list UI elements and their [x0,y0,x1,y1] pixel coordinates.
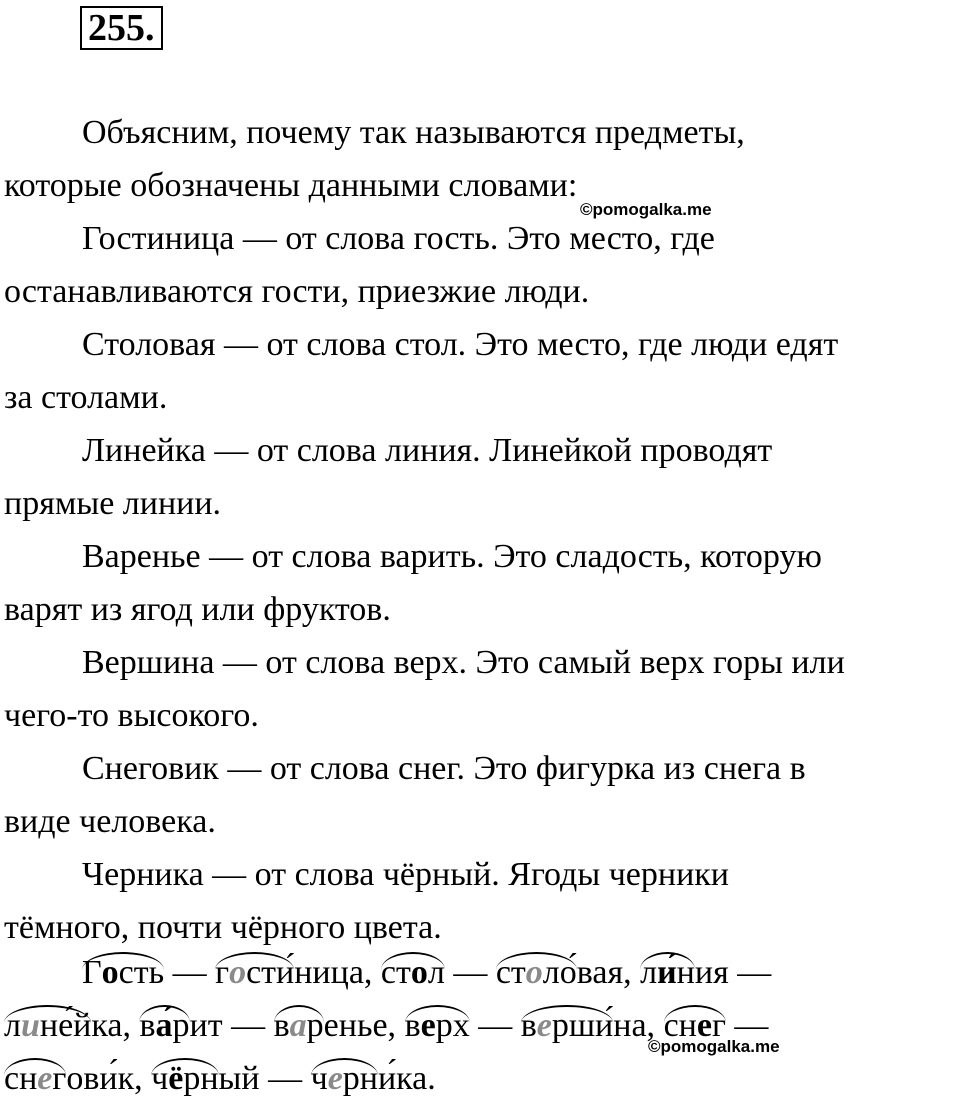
stressed-vowel: и́ [657,954,677,991]
unstressed-vowel: е [536,1007,552,1044]
root-arc [4,1058,66,1097]
unstressed-vowel: е [327,1060,343,1097]
dash: — [725,1007,769,1044]
word-part: ови́к, [66,1060,152,1097]
item-paragraph [4,212,960,265]
root-arc [405,1005,470,1044]
text-line: чего-то высокого. [4,697,259,734]
word-part: и́ка. [377,1060,436,1097]
dash: — [444,954,496,991]
word-part: н [676,954,695,991]
root-arc [496,952,577,991]
word-part: сти́ [246,954,295,991]
word-part: в [520,1007,537,1044]
item-paragraph [4,848,960,901]
item-paragraph [4,318,960,371]
word-part: не́й [39,1007,92,1044]
text-line: за столами. [4,379,168,416]
unstressed-vowel: а [289,1007,307,1044]
text-line: останавливаются гости, приезжие люди. [4,273,590,310]
word-part: ит — [189,1007,274,1044]
item-paragraph [4,530,960,583]
root-arc [82,952,164,991]
root-line [4,999,960,1052]
watermark: ©pomogalka.me [648,1037,780,1056]
root-arc [311,1058,378,1097]
word-part: ый — [218,1060,311,1097]
root-arc [139,1005,189,1044]
text-line: Объясним, почему так называются предметы, [82,114,745,151]
stressed-vowel: о [101,954,119,991]
word-part: сть [118,954,165,991]
word-part: рн [183,1060,219,1097]
word-part: вая, [576,954,641,991]
text-line: Гостиница — от слова гость. Это место, где [82,220,715,257]
root-line [4,1052,960,1105]
unstressed-vowel: о [525,954,543,991]
explanation-text [4,106,960,954]
word-part: рн [342,1060,378,1097]
root-arc [664,1005,726,1044]
root-arc [4,1005,91,1044]
text-line: прямые линии. [4,485,222,522]
word-part: рх [435,1007,470,1044]
watermark: ©pomogalka.me [580,200,712,219]
word-part: ст [495,954,526,991]
text-line: Линейка — от слова линия. Линейкой проводят [82,432,773,469]
text-line: Вершина — от слова верх. Это самый верх горы или [82,644,845,681]
word-part: л [4,1007,21,1044]
word-part: р [306,1007,324,1044]
word-part: ст [380,954,411,991]
word-part: в [404,1007,421,1044]
stressed-vowel: ё [168,1060,184,1097]
word-part: л [427,954,445,991]
word-part: ч [151,1060,169,1097]
text-line: Снеговик — от слова снег. Это фигурка из снега в [82,750,806,787]
text-line: тёмного, почти чёрного цвета. [4,909,442,946]
item-paragraph [4,742,960,795]
word-part: сн [4,1060,38,1097]
dash: — [469,1007,521,1044]
word-part: р [172,1007,190,1044]
word-part: на, [613,1007,664,1044]
word-part: енье, [323,1007,405,1044]
word-part: г [215,954,230,991]
word-part: в [139,1007,156,1044]
text-line: Варенье — от слова варить. Это сладость, которую [82,538,822,575]
root-analysis [4,946,960,1105]
stressed-vowel: е [420,1007,436,1044]
text-line: которые обозначены данными словами: [4,167,578,204]
word-part: ка, [91,1007,140,1044]
word-part: сн [663,1007,697,1044]
root-arc [274,1005,324,1044]
root-arc [521,1005,614,1044]
root-arc [215,952,294,991]
unstressed-vowel: и [20,1007,40,1044]
word-part: в [273,1007,290,1044]
stressed-vowel: е [696,1007,712,1044]
item-paragraph [4,424,960,477]
word-part: рши́ [551,1007,614,1044]
text-line: Черника — от слова чёрный. Ягоды черники [82,856,729,893]
root-arc [151,1058,218,1097]
word-part: г [711,1007,726,1044]
stressed-vowel: а́ [155,1007,173,1044]
intro-paragraph [4,106,960,159]
word-part: ница, [294,954,381,991]
word-part: ия — [694,954,772,991]
word-part: ч [310,1060,328,1097]
item-paragraph [4,636,960,689]
root-arc [640,952,695,991]
root-line [4,946,960,999]
text-line: варят из ягод или фруктов. [4,591,391,628]
dash: — [164,954,216,991]
unstressed-vowel: е [37,1060,53,1097]
text-line: виде человека. [4,803,216,840]
word-part: л [640,954,658,991]
root-arc [381,952,445,991]
word-part: Г [82,954,102,991]
word-part: г [52,1060,67,1097]
stressed-vowel: о [410,954,428,991]
exercise-number: 255. [80,6,163,50]
unstressed-vowel: о [229,954,247,991]
word-part: ло́ [542,954,577,991]
text-line: Столовая — от слова стол. Это место, где люди едят [82,326,839,363]
